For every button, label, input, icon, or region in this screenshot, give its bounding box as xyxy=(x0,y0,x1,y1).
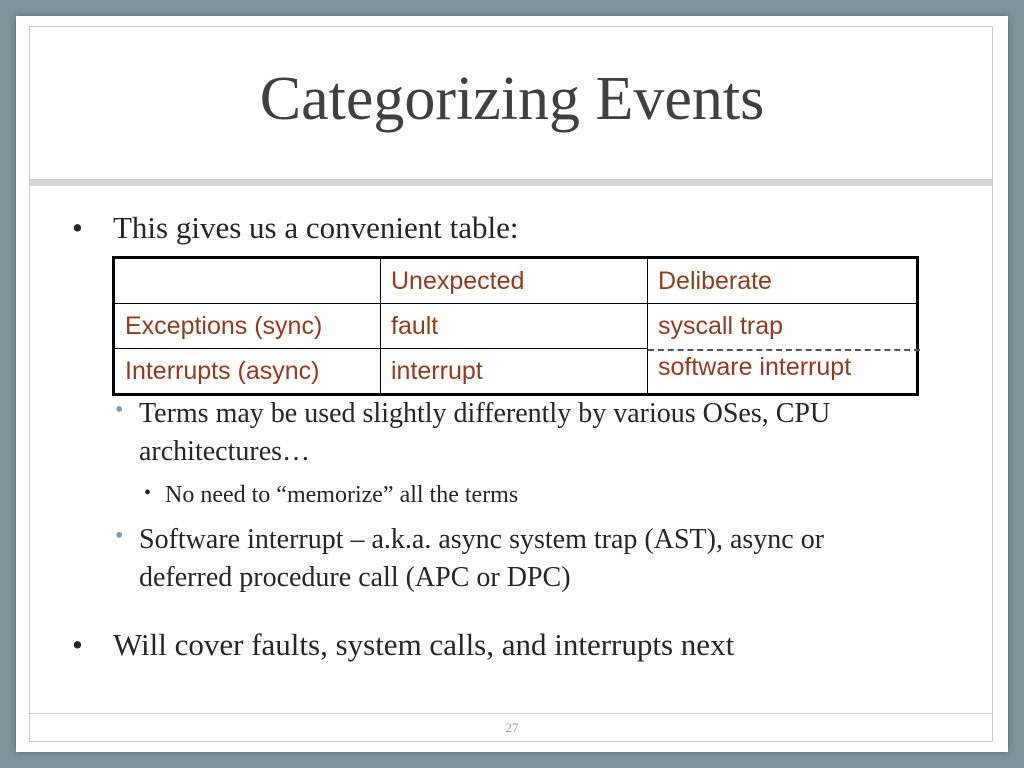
table-cell-text: software interrupt xyxy=(658,352,852,381)
dashed-divider xyxy=(648,349,920,351)
bullet-icon: • xyxy=(115,523,124,549)
table-row xyxy=(114,304,918,349)
bullet-icon: • xyxy=(72,210,83,245)
slide-title: Categorizing Events xyxy=(259,65,765,133)
table-header-cell xyxy=(114,258,381,304)
table-cell-split xyxy=(648,349,918,395)
table-header-cell: Deliberate xyxy=(648,258,918,304)
bullet-text: Software interrupt – a.k.a. async system trap (AST), async or deferred procedure call (APC or DPC) xyxy=(139,524,825,594)
subbullet-terms xyxy=(115,395,899,471)
table-cell: Interrupts (async) xyxy=(114,349,381,395)
bullet-text: This gives us a convenient table: xyxy=(113,210,519,245)
subsubbullet-memorize xyxy=(144,481,519,510)
table-cell: fault xyxy=(381,304,648,349)
bullet-icon: • xyxy=(144,482,152,504)
bullet-convenient-table xyxy=(72,209,519,246)
bullet-text: No need to “memorize” all the terms xyxy=(165,482,519,508)
table-cell: interrupt xyxy=(381,349,648,395)
page-number: 27 xyxy=(505,720,519,735)
title-divider xyxy=(30,179,992,186)
table-cell: Exceptions (sync) xyxy=(114,304,381,349)
bullet-cover-next xyxy=(72,626,735,663)
bullet-text: Will cover faults, system calls, and interrupts next xyxy=(113,627,735,662)
subbullet-software-interrupt xyxy=(115,521,919,597)
table-row xyxy=(114,349,918,395)
table-cell: syscall trap xyxy=(648,304,918,349)
table-header-cell: Unexpected xyxy=(381,258,648,304)
bullet-icon: • xyxy=(115,397,124,423)
bullet-text: Terms may be used slightly differently by various OSes, CPU architectures… xyxy=(139,398,831,468)
table-header-row xyxy=(114,258,918,304)
footer-divider xyxy=(30,713,992,714)
slide xyxy=(16,16,1008,752)
bullet-icon: • xyxy=(72,627,83,662)
events-table xyxy=(112,256,919,396)
